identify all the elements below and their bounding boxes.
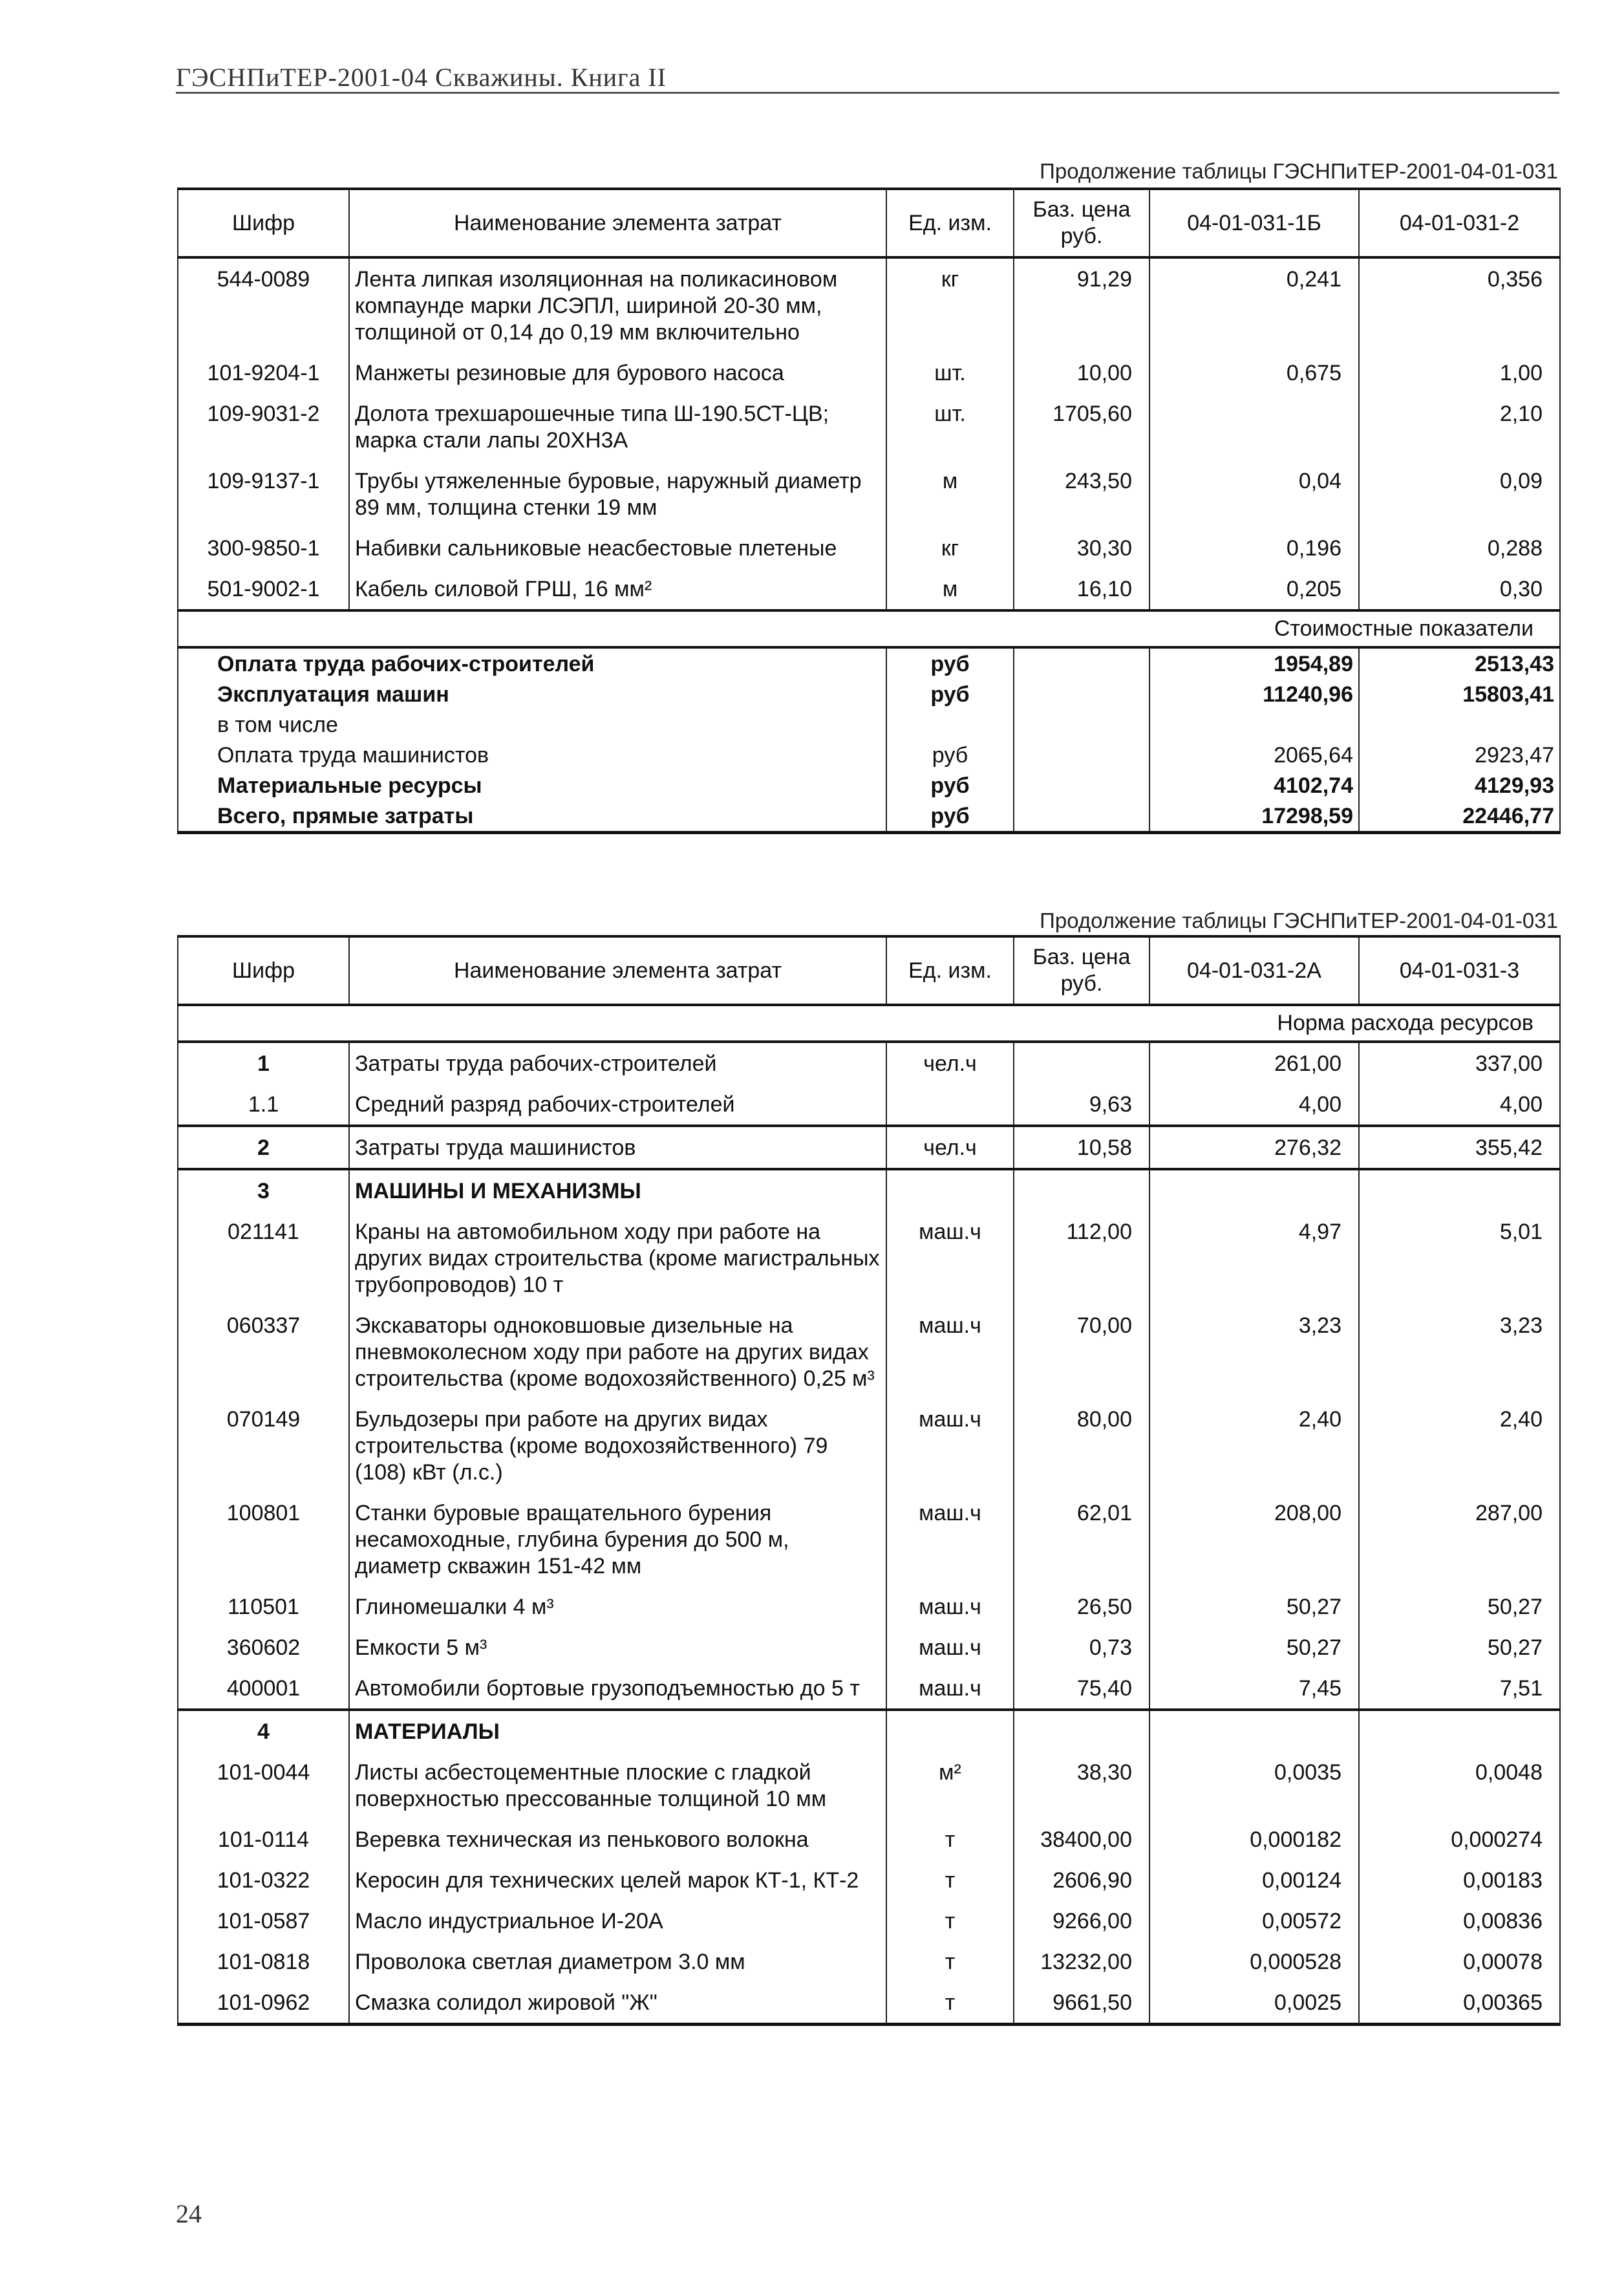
- col1-cell: [1149, 1169, 1359, 1211]
- col1-cell: 4,00: [1149, 1084, 1359, 1126]
- unit-cell: чел.ч: [886, 1042, 1014, 1084]
- name-cell: Глиномешалки 4 м³: [349, 1586, 886, 1627]
- col1-cell: 50,27: [1149, 1627, 1359, 1668]
- table-row: [178, 1860, 1560, 1900]
- unit-cell: маш.ч: [886, 1668, 1014, 1710]
- table-row: [178, 1211, 1560, 1305]
- col2-cell: 2,40: [1359, 1399, 1560, 1492]
- unit-cell: т: [886, 1982, 1014, 2025]
- price-cell: 243,50: [1014, 460, 1149, 528]
- name-cell: Экскаваторы одноковшовые дизельные на пневмоколесном ходу при работе на других видах строительства (кроме водохозяйственного) 0,25 м³: [349, 1305, 886, 1399]
- col2-cell: 50,27: [1359, 1586, 1560, 1627]
- col1-cell: [1149, 1710, 1359, 1752]
- unit-cell: т: [886, 1860, 1014, 1900]
- col2-cell: 4,00: [1359, 1084, 1560, 1126]
- header-name: Наименование элемента затрат: [349, 189, 886, 257]
- table-row: [178, 1042, 1560, 1084]
- cost-col2: [1359, 709, 1560, 740]
- col1-cell: 3,23: [1149, 1305, 1359, 1399]
- table1: [177, 188, 1561, 834]
- code-cell: 101-0114: [178, 1819, 349, 1860]
- cost-unit: руб: [886, 801, 1014, 833]
- unit-cell: шт.: [886, 352, 1014, 393]
- code-cell: 021141: [178, 1211, 349, 1305]
- col1-cell: 4,97: [1149, 1211, 1359, 1305]
- unit-cell: шт.: [886, 393, 1014, 460]
- name-cell: Смазка солидол жировой "Ж": [349, 1982, 886, 2025]
- code-cell: 109-9137-1: [178, 460, 349, 528]
- cost-row: [178, 801, 1560, 833]
- header-unit: Ед. изм.: [886, 936, 1014, 1005]
- name-cell: Средний разряд рабочих-строителей: [349, 1084, 886, 1126]
- cost-price: [1014, 679, 1149, 709]
- name-cell: Листы асбестоцементные плоские с гладкой поверхностью прессованные толщиной 10 мм: [349, 1752, 886, 1819]
- unit-cell: маш.ч: [886, 1211, 1014, 1305]
- code-cell: 1.1: [178, 1084, 349, 1126]
- table-row: [178, 1668, 1560, 1710]
- cost-price: [1014, 709, 1149, 740]
- unit-cell: т: [886, 1819, 1014, 1860]
- col2-cell: 0,0048: [1359, 1752, 1560, 1819]
- unit-cell: маш.ч: [886, 1586, 1014, 1627]
- cost-row: [178, 740, 1560, 770]
- cost-col2: 2923,47: [1359, 740, 1560, 770]
- price-cell: 91,29: [1014, 257, 1149, 352]
- cost-row: [178, 647, 1560, 679]
- col1-cell: 208,00: [1149, 1492, 1359, 1586]
- price-cell: 0,73: [1014, 1627, 1149, 1668]
- code-cell: 400001: [178, 1668, 349, 1710]
- table2-caption: Продолжение таблицы ГЭСНПиТЕР-2001-04-01-031: [1040, 909, 1558, 932]
- name-cell: Затраты труда машинистов: [349, 1126, 886, 1169]
- unit-cell: маш.ч: [886, 1627, 1014, 1668]
- code-cell: 101-0962: [178, 1982, 349, 2025]
- header-price: Баз. цена руб.: [1014, 936, 1149, 1005]
- table-row: [178, 568, 1560, 610]
- cost-col1: [1149, 709, 1359, 740]
- header-unit: Ед. изм.: [886, 189, 1014, 257]
- unit-cell: т: [886, 1900, 1014, 1941]
- col1-cell: 261,00: [1149, 1042, 1359, 1084]
- table-row: [178, 393, 1560, 460]
- table-row: [178, 1305, 1560, 1399]
- header-rule: [176, 92, 1559, 94]
- code-cell: 101-0587: [178, 1900, 349, 1941]
- unit-cell: маш.ч: [886, 1492, 1014, 1586]
- code-cell: 100801: [178, 1492, 349, 1586]
- col2-cell: 5,01: [1359, 1211, 1560, 1305]
- name-cell: Затраты труда рабочих-строителей: [349, 1042, 886, 1084]
- col2-cell: [1359, 1710, 1560, 1752]
- unit-cell: [886, 1084, 1014, 1126]
- cost-col1: 2065,64: [1149, 740, 1359, 770]
- name-cell: Трубы утяжеленные буровые, наружный диаметр 89 мм, толщина стенки 19 мм: [349, 460, 886, 528]
- cost-price: [1014, 647, 1149, 679]
- section-label: Норма расхода ресурсов: [178, 1005, 1560, 1042]
- price-cell: [1014, 1169, 1149, 1211]
- cost-col1: 17298,59: [1149, 801, 1359, 833]
- col2-cell: 287,00: [1359, 1492, 1560, 1586]
- code-cell: 110501: [178, 1586, 349, 1627]
- code-cell: 360602: [178, 1627, 349, 1668]
- unit-cell: чел.ч: [886, 1126, 1014, 1169]
- table-row: [178, 1710, 1560, 1752]
- code-cell: 4: [178, 1710, 349, 1752]
- table-row: [178, 257, 1560, 352]
- header-code: Шифр: [178, 189, 349, 257]
- name-cell: Долота трехшарошечные типа Ш-190.5СТ-ЦВ; марка стали лапы 20ХН3А: [349, 393, 886, 460]
- col2-cell: 0,00183: [1359, 1860, 1560, 1900]
- cost-unit: руб: [886, 647, 1014, 679]
- col1-cell: 7,45: [1149, 1668, 1359, 1710]
- page-number: 24: [176, 2199, 202, 2228]
- price-cell: 2606,90: [1014, 1860, 1149, 1900]
- section-row: [178, 610, 1560, 647]
- col1-cell: 0,675: [1149, 352, 1359, 393]
- header-col2: 04-01-031-3: [1359, 936, 1560, 1005]
- name-cell: Манжеты резиновые для бурового насоса: [349, 352, 886, 393]
- name-cell: Керосин для технических целей марок КТ-1, КТ-2: [349, 1860, 886, 1900]
- cost-col2: 15803,41: [1359, 679, 1560, 709]
- price-cell: 16,10: [1014, 568, 1149, 610]
- header-code: Шифр: [178, 936, 349, 1005]
- col2-cell: 337,00: [1359, 1042, 1560, 1084]
- name-cell: Кабель силовой ГРШ, 16 мм²: [349, 568, 886, 610]
- col1-cell: 276,32: [1149, 1126, 1359, 1169]
- unit-cell: [886, 1169, 1014, 1211]
- col2-cell: [1359, 1169, 1560, 1211]
- name-cell: Емкости 5 м³: [349, 1627, 886, 1668]
- price-cell: 38,30: [1014, 1752, 1149, 1819]
- col1-cell: 0,0025: [1149, 1982, 1359, 2025]
- code-cell: 101-0322: [178, 1860, 349, 1900]
- price-cell: 1705,60: [1014, 393, 1149, 460]
- cost-row: [178, 770, 1560, 801]
- col2-cell: 50,27: [1359, 1627, 1560, 1668]
- code-cell: 544-0089: [178, 257, 349, 352]
- code-cell: 2: [178, 1126, 349, 1169]
- col1-cell: [1149, 393, 1359, 460]
- name-cell: Автомобили бортовые грузоподъемностью до 5 т: [349, 1668, 886, 1710]
- header-name: Наименование элемента затрат: [349, 936, 886, 1005]
- cost-col1: 11240,96: [1149, 679, 1359, 709]
- cost-row: [178, 679, 1560, 709]
- table-row: [178, 460, 1560, 528]
- cost-name: Эксплуатация машин: [178, 679, 886, 709]
- col2-cell: 1,00: [1359, 352, 1560, 393]
- col2-cell: 7,51: [1359, 1668, 1560, 1710]
- price-cell: 13232,00: [1014, 1941, 1149, 1982]
- code-cell: 101-0818: [178, 1941, 349, 1982]
- col1-cell: 50,27: [1149, 1586, 1359, 1627]
- name-cell: МАТЕРИАЛЫ: [349, 1710, 886, 1752]
- cost-price: [1014, 801, 1149, 833]
- cost-name: в том числе: [178, 709, 886, 740]
- col2-cell: 0,356: [1359, 257, 1560, 352]
- col1-cell: 2,40: [1149, 1399, 1359, 1492]
- table1-caption: Продолжение таблицы ГЭСНПиТЕР-2001-04-01-031: [1040, 159, 1558, 183]
- price-cell: 10,58: [1014, 1126, 1149, 1169]
- unit-cell: маш.ч: [886, 1305, 1014, 1399]
- name-cell: МАШИНЫ И МЕХАНИЗМЫ: [349, 1169, 886, 1211]
- price-cell: 62,01: [1014, 1492, 1149, 1586]
- code-cell: 1: [178, 1042, 349, 1084]
- cost-name: Оплата труда машинистов: [178, 740, 886, 770]
- table-row: [178, 1752, 1560, 1819]
- table-row: [178, 1169, 1560, 1211]
- table-row: [178, 1492, 1560, 1586]
- price-cell: 30,30: [1014, 528, 1149, 568]
- unit-cell: кг: [886, 528, 1014, 568]
- price-cell: 9661,50: [1014, 1982, 1149, 2025]
- col2-cell: 0,00836: [1359, 1900, 1560, 1941]
- cost-col1: 1954,89: [1149, 647, 1359, 679]
- table-row: [178, 1941, 1560, 1982]
- unit-cell: [886, 1710, 1014, 1752]
- running-head: ГЭСНПиТЕР-2001-04 Скважины. Книга II: [176, 63, 667, 92]
- header-row: [178, 936, 1560, 1005]
- cost-unit: руб: [886, 770, 1014, 801]
- col1-cell: 0,196: [1149, 528, 1359, 568]
- col2-cell: 0,30: [1359, 568, 1560, 610]
- unit-cell: маш.ч: [886, 1399, 1014, 1492]
- table-row: [178, 1900, 1560, 1941]
- price-cell: 26,50: [1014, 1586, 1149, 1627]
- table-row: [178, 1586, 1560, 1627]
- unit-cell: м²: [886, 1752, 1014, 1819]
- code-cell: 101-9204-1: [178, 352, 349, 393]
- col1-cell: 0,241: [1149, 257, 1359, 352]
- cost-col2: 4129,93: [1359, 770, 1560, 801]
- name-cell: Бульдозеры при работе на других видах строительства (кроме водохозяйственного) 79 (108) кВт (л.с.): [349, 1399, 886, 1492]
- unit-cell: т: [886, 1941, 1014, 1982]
- table2: [177, 935, 1561, 2026]
- col1-cell: 0,04: [1149, 460, 1359, 528]
- price-cell: [1014, 1710, 1149, 1752]
- cost-col2: 22446,77: [1359, 801, 1560, 833]
- cost-price: [1014, 770, 1149, 801]
- price-cell: 112,00: [1014, 1211, 1149, 1305]
- cost-unit: [886, 709, 1014, 740]
- code-cell: 070149: [178, 1399, 349, 1492]
- table-row: [178, 1819, 1560, 1860]
- cost-name: Оплата труда рабочих-строителей: [178, 647, 886, 679]
- table-row: [178, 528, 1560, 568]
- col1-cell: 0,000182: [1149, 1819, 1359, 1860]
- price-cell: 38400,00: [1014, 1819, 1149, 1860]
- code-cell: 3: [178, 1169, 349, 1211]
- code-cell: 501-9002-1: [178, 568, 349, 610]
- unit-cell: м: [886, 460, 1014, 528]
- table-row: [178, 352, 1560, 393]
- table-row: [178, 1627, 1560, 1668]
- col2-cell: 355,42: [1359, 1126, 1560, 1169]
- price-cell: 9,63: [1014, 1084, 1149, 1126]
- col1-cell: 0,205: [1149, 568, 1359, 610]
- name-cell: Станки буровые вращательного бурения несамоходные, глубина бурения до 500 м, диаметр скважин 151-42 мм: [349, 1492, 886, 1586]
- price-cell: 80,00: [1014, 1399, 1149, 1492]
- header-col2: 04-01-031-2: [1359, 189, 1560, 257]
- code-cell: 060337: [178, 1305, 349, 1399]
- section-label: Стоимостные показатели: [178, 610, 1560, 647]
- col2-cell: 0,000274: [1359, 1819, 1560, 1860]
- price-cell: 70,00: [1014, 1305, 1149, 1399]
- table-row: [178, 1126, 1560, 1169]
- table-row: [178, 1084, 1560, 1126]
- cost-unit: руб: [886, 740, 1014, 770]
- cost-col1: 4102,74: [1149, 770, 1359, 801]
- col2-cell: 0,00078: [1359, 1941, 1560, 1982]
- col1-cell: 0,000528: [1149, 1941, 1359, 1982]
- name-cell: Лента липкая изоляционная на поликасиновом компаунде марки ЛСЭПЛ, шириной 20-30 мм, толщиной от 0,14 до 0,19 мм включительно: [349, 257, 886, 352]
- price-cell: 75,40: [1014, 1668, 1149, 1710]
- name-cell: Веревка техническая из пенькового волокна: [349, 1819, 886, 1860]
- section-row: [178, 1005, 1560, 1042]
- header-price: Баз. цена руб.: [1014, 189, 1149, 257]
- price-cell: 9266,00: [1014, 1900, 1149, 1941]
- name-cell: Краны на автомобильном ходу при работе на других видах строительства (кроме магистральных трубопроводов) 10 т: [349, 1211, 886, 1305]
- header-col1: 04-01-031-2А: [1149, 936, 1359, 1005]
- cost-row: [178, 709, 1560, 740]
- col2-cell: 3,23: [1359, 1305, 1560, 1399]
- header-col1: 04-01-031-1Б: [1149, 189, 1359, 257]
- cost-unit: руб: [886, 679, 1014, 709]
- col2-cell: 0,288: [1359, 528, 1560, 568]
- col2-cell: 0,00365: [1359, 1982, 1560, 2025]
- unit-cell: м: [886, 568, 1014, 610]
- code-cell: 109-9031-2: [178, 393, 349, 460]
- header-row: [178, 189, 1560, 257]
- unit-cell: кг: [886, 257, 1014, 352]
- col1-cell: 0,00124: [1149, 1860, 1359, 1900]
- col2-cell: 2,10: [1359, 393, 1560, 460]
- table-row: [178, 1399, 1560, 1492]
- code-cell: 101-0044: [178, 1752, 349, 1819]
- cost-name: Всего, прямые затраты: [178, 801, 886, 833]
- cost-name: Материальные ресурсы: [178, 770, 886, 801]
- code-cell: 300-9850-1: [178, 528, 349, 568]
- name-cell: Набивки сальниковые неасбестовые плетеные: [349, 528, 886, 568]
- table-row: [178, 1982, 1560, 2025]
- col1-cell: 0,00572: [1149, 1900, 1359, 1941]
- price-cell: [1014, 1042, 1149, 1084]
- col2-cell: 0,09: [1359, 460, 1560, 528]
- cost-price: [1014, 740, 1149, 770]
- price-cell: 10,00: [1014, 352, 1149, 393]
- name-cell: Проволока светлая диаметром 3.0 мм: [349, 1941, 886, 1982]
- cost-col2: 2513,43: [1359, 647, 1560, 679]
- name-cell: Масло индустриальное И-20А: [349, 1900, 886, 1941]
- col1-cell: 0,0035: [1149, 1752, 1359, 1819]
